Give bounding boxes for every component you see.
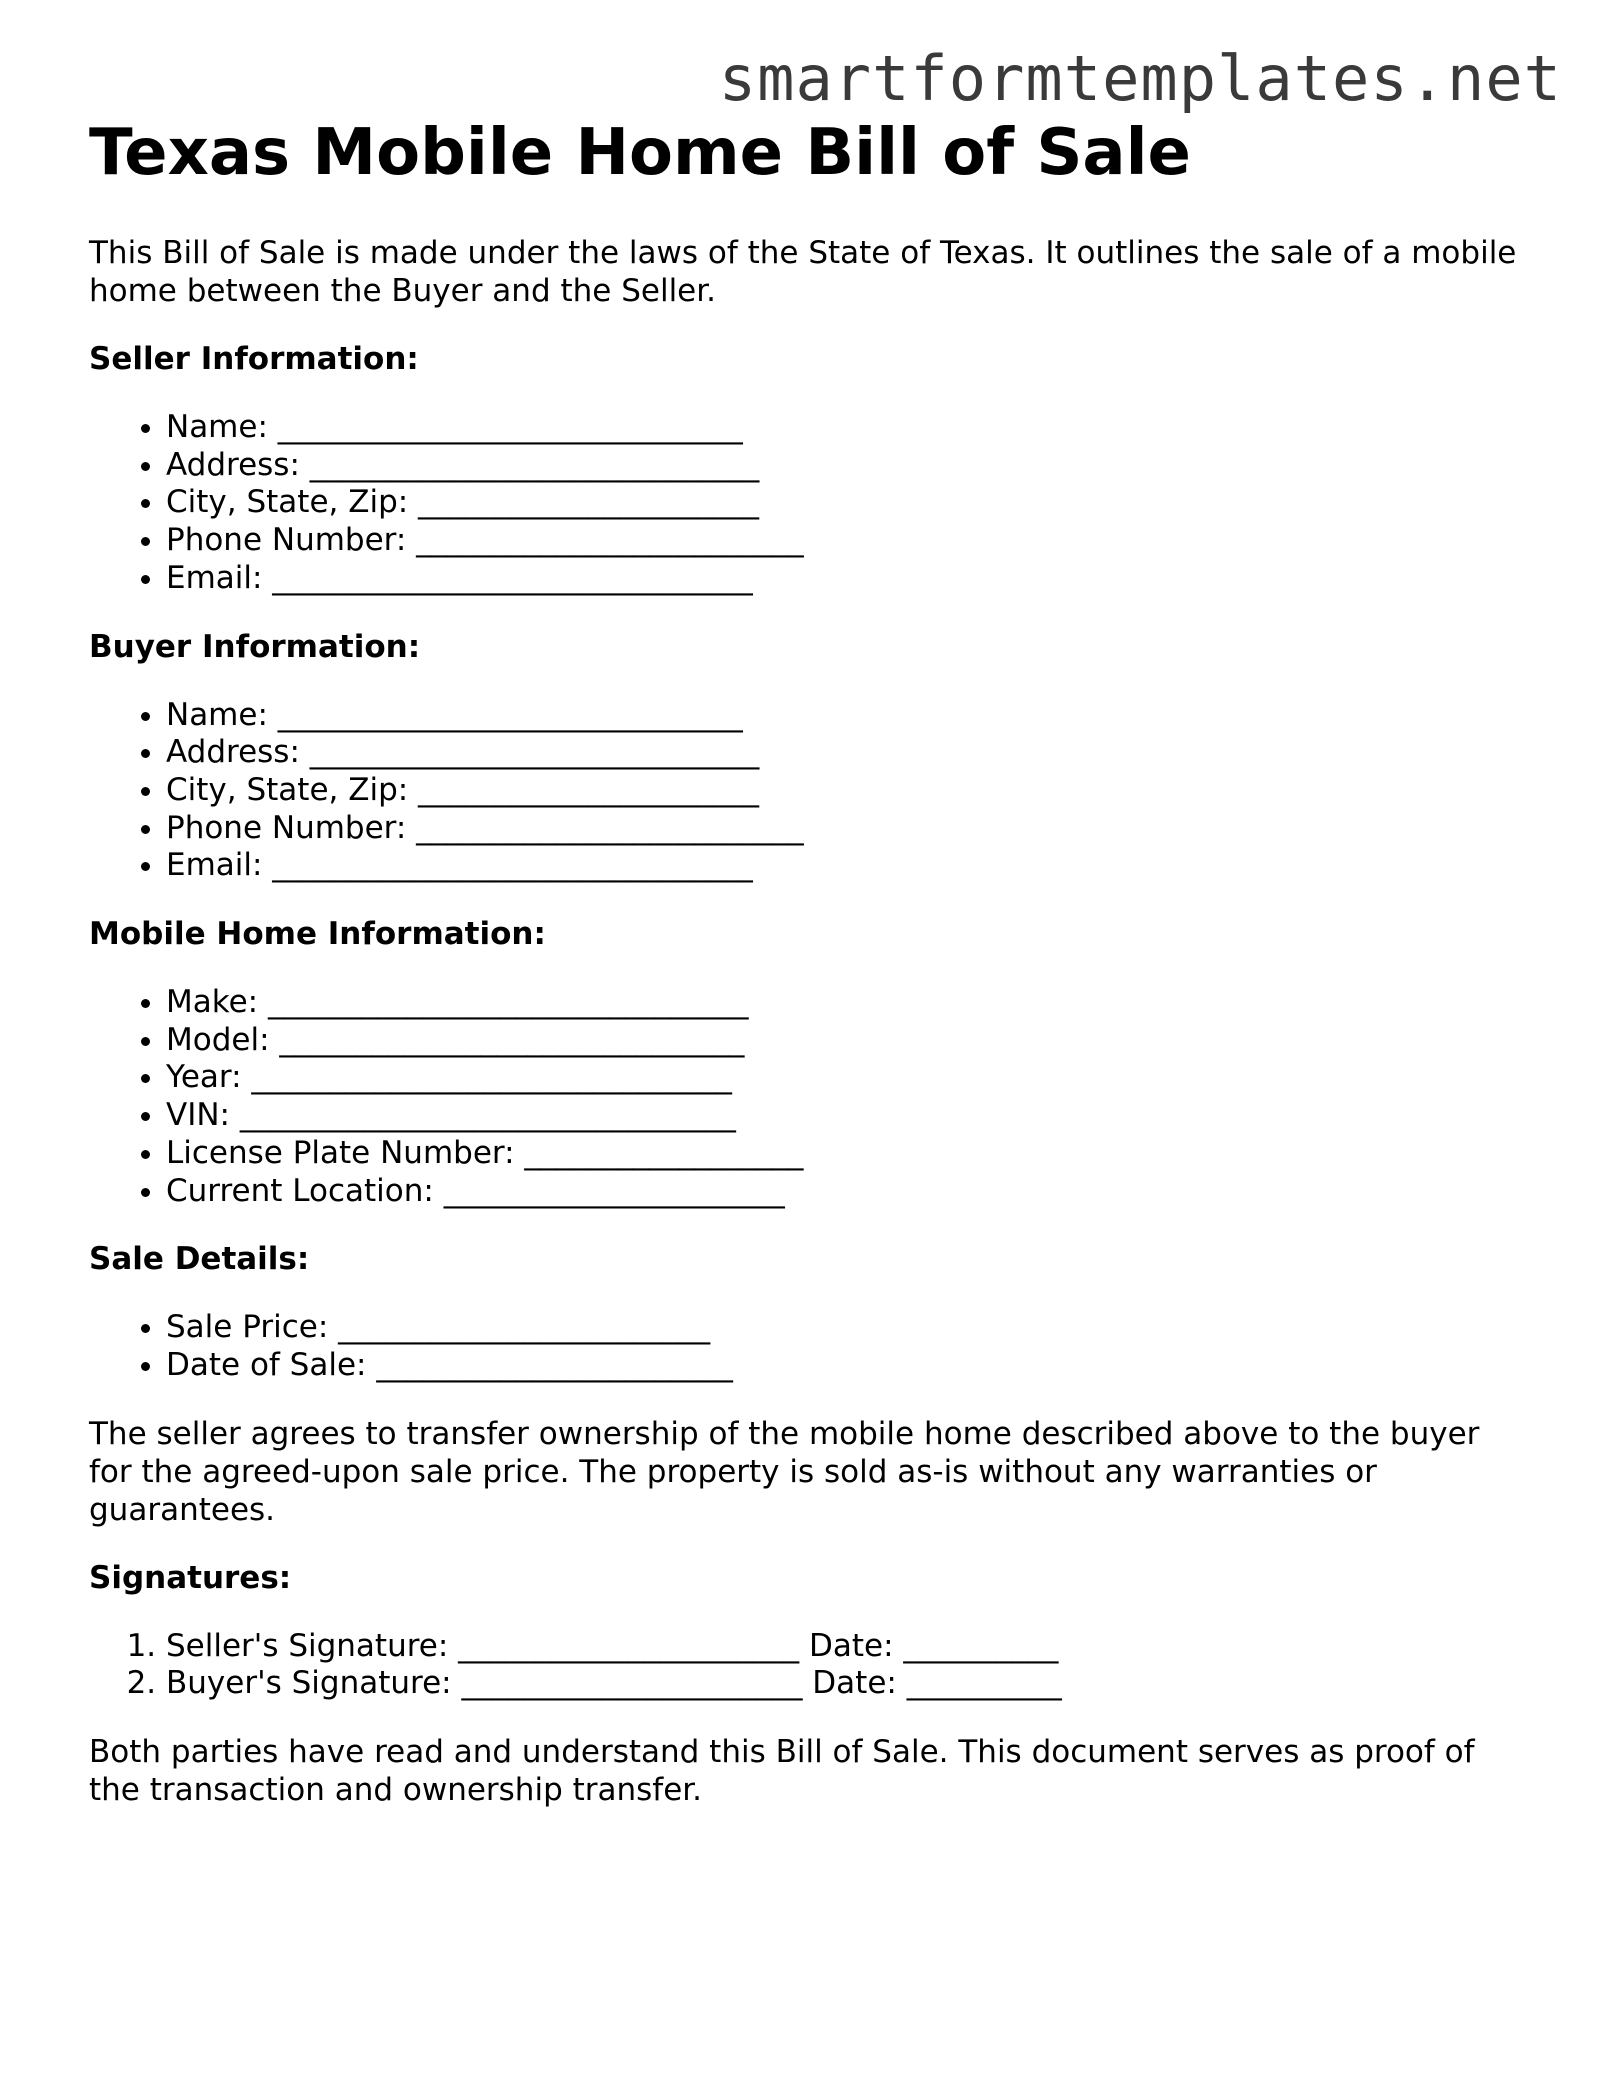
buyer-signature-field[interactable]: 2. Buyer's Signature: ______________________ Date: __________	[166, 1665, 1529, 1703]
intro-paragraph: This Bill of Sale is made under the laws of the State of Texas. It outlines the sale of a mobile home between the Buyer and the Seller.	[89, 235, 1517, 309]
signatures-list	[89, 1628, 1529, 1703]
page-title: Texas Mobile Home Bill of Sale	[89, 116, 1191, 190]
make-field[interactable]: • Make: _______________________________	[166, 984, 1529, 1022]
watermark-text: smartformtemplates.net	[718, 42, 1562, 115]
agreement-paragraph: The seller agrees to transfer ownership of the mobile home described above to the buyer for the agreed-upon sale price. The property is sold as-is without any warranties or guarantees.	[89, 1415, 1480, 1528]
buyer-list	[89, 697, 1529, 886]
signatures-heading: Signatures:	[89, 1559, 292, 1596]
sale-price-field[interactable]: • Sale Price: ________________________	[166, 1309, 1529, 1347]
seller-phone-field[interactable]: • Phone Number: _________________________	[166, 522, 1529, 560]
mobile-home-heading: Mobile Home Information:	[89, 916, 546, 953]
date-of-sale-field[interactable]: • Date of Sale: _______________________	[166, 1347, 1529, 1385]
buyer-address-field[interactable]: • Address: _____________________________	[166, 734, 1529, 772]
closing-paragraph: Both parties have read and understand this Bill of Sale. This document serves as proof of the transaction and ownership transfer.	[89, 1734, 1475, 1809]
document-body	[89, 110, 1529, 1809]
current-location-field[interactable]: • Current Location: ______________________	[166, 1173, 1529, 1211]
buyer-city-state-zip-field[interactable]: • City, State, Zip: ______________________	[166, 772, 1529, 810]
buyer-email-field[interactable]: • Email: _______________________________	[166, 847, 1529, 885]
mobile-home-list	[89, 984, 1529, 1210]
seller-email-field[interactable]: • Email: _______________________________	[166, 560, 1529, 598]
buyer-name-field[interactable]: • Name: ______________________________	[166, 697, 1529, 735]
sale-details-list	[89, 1309, 1529, 1384]
seller-list	[89, 409, 1529, 598]
seller-heading: Seller Information:	[89, 341, 419, 377]
sale-details-heading: Sale Details:	[89, 1241, 310, 1278]
vin-field[interactable]: • VIN: ________________________________	[166, 1097, 1529, 1135]
year-field[interactable]: • Year: _______________________________	[166, 1059, 1529, 1097]
model-field[interactable]: • Model: ______________________________	[166, 1022, 1529, 1060]
seller-address-field[interactable]: • Address: _____________________________	[166, 447, 1529, 485]
seller-signature-field[interactable]: 1. Seller's Signature: ______________________ Date: __________	[166, 1628, 1529, 1666]
buyer-phone-field[interactable]: • Phone Number: _________________________	[166, 810, 1529, 848]
license-plate-field[interactable]: • License Plate Number: __________________	[166, 1135, 1529, 1173]
buyer-heading: Buyer Information:	[89, 628, 421, 665]
seller-city-state-zip-field[interactable]: • City, State, Zip: ______________________	[166, 484, 1529, 522]
seller-name-field[interactable]: • Name: ______________________________	[166, 409, 1529, 447]
